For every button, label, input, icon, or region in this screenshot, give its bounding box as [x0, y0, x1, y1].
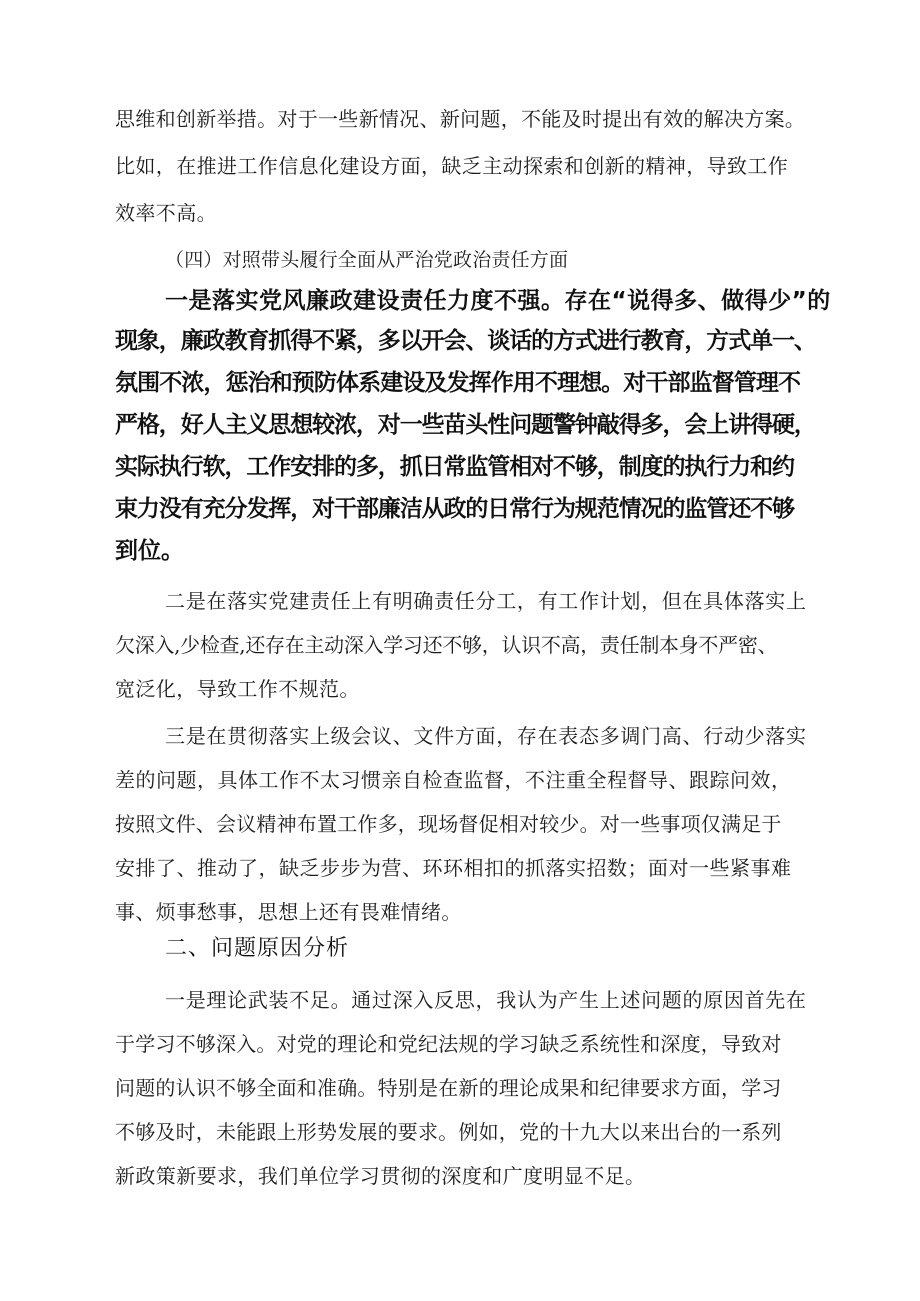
- point-three-line: 安排了、推动了，缺乏步步为营、环环相扣的抓落实招数；面对一些紧事难: [115, 856, 792, 880]
- section-four-title: （四）对照带头履行全面从严治党政治责任方面: [165, 249, 569, 271]
- point-one-line: 到位。: [115, 538, 184, 564]
- point-one-line: 束力没有充分发挥，对干部廉洁从政的日常行为规范情况的监管还不够: [115, 496, 794, 522]
- cause-one-line: 于学习不够深入。对党的理论和党纪法规的学习缺乏系统性和深度，导致对: [115, 1032, 782, 1056]
- point-three-line: 事、烦事愁事，思想上还有畏难情绪。: [115, 900, 462, 924]
- point-one-line: 实际执行软，工作安排的多，抓日常监管相对不够，制度的执行力和约: [115, 454, 794, 480]
- point-two-line: 宽泛化，导致工作不规范。: [115, 677, 360, 701]
- point-one-line: 现象，廉政教育抓得不紧，多以开会、谈话的方式进行教育，方式单一、: [115, 328, 816, 354]
- continuation-line: 思维和创新举措。对于一些新情况、新问题，不能及时提出有效的解决方案。: [115, 107, 806, 131]
- section-two-title: 二、问题原因分析: [165, 936, 350, 961]
- continuation-line: 效率不高。: [115, 201, 217, 225]
- point-one-line: 氛围不浓，惩治和预防体系建设及发挥作用不理想。对干部监督管理不: [115, 370, 801, 396]
- cause-one-line: 问题的认识不够全面和准确。特别是在新的理论成果和纪律要求方面，学习: [115, 1076, 782, 1100]
- point-three-line: 三是在贯彻落实上级会议、文件方面，存在表态多调门高、行动少落实: [165, 724, 807, 748]
- point-two-line: 二是在落实党建责任上有明确责任分工，有工作计划，但在具体落实上: [165, 589, 807, 613]
- point-three-line: 按照文件、会议精神布置工作多，现场督促相对较少。对一些事项仅满足于: [115, 812, 782, 836]
- point-two-line: 欠深入,少检查,还存在主动深入学习还不够，认识不高，责任制本身不严密、: [115, 633, 778, 657]
- continuation-line: 比如，在推进工作信息化建设方面，缺乏主动探索和创新的精神，导致工作: [115, 154, 789, 178]
- cause-one-line: 一是理论武装不足。通过深入反思，我认为产生上述问题的原因首先在: [165, 988, 807, 1012]
- point-three-line: 差的问题，具体工作不太习惯亲自检查监督，不注重全程督导、跟踪问效，: [115, 768, 792, 792]
- cause-one-line: 新政策新要求，我们单位学习贯彻的深度和广度明显不足。: [115, 1164, 646, 1188]
- cause-one-line: 不够及时，未能跟上形势发展的要求。例如，党的十九大以来出台的一系列: [115, 1120, 782, 1144]
- point-one-line: 严格，好人主义思想较浓，对一些苗头性问题警钟敲得多，会上讲得硬，: [115, 412, 816, 438]
- point-one-line: 一是落实党风廉政建设责任力度不强。存在“说得多、做得少”的: [165, 288, 831, 314]
